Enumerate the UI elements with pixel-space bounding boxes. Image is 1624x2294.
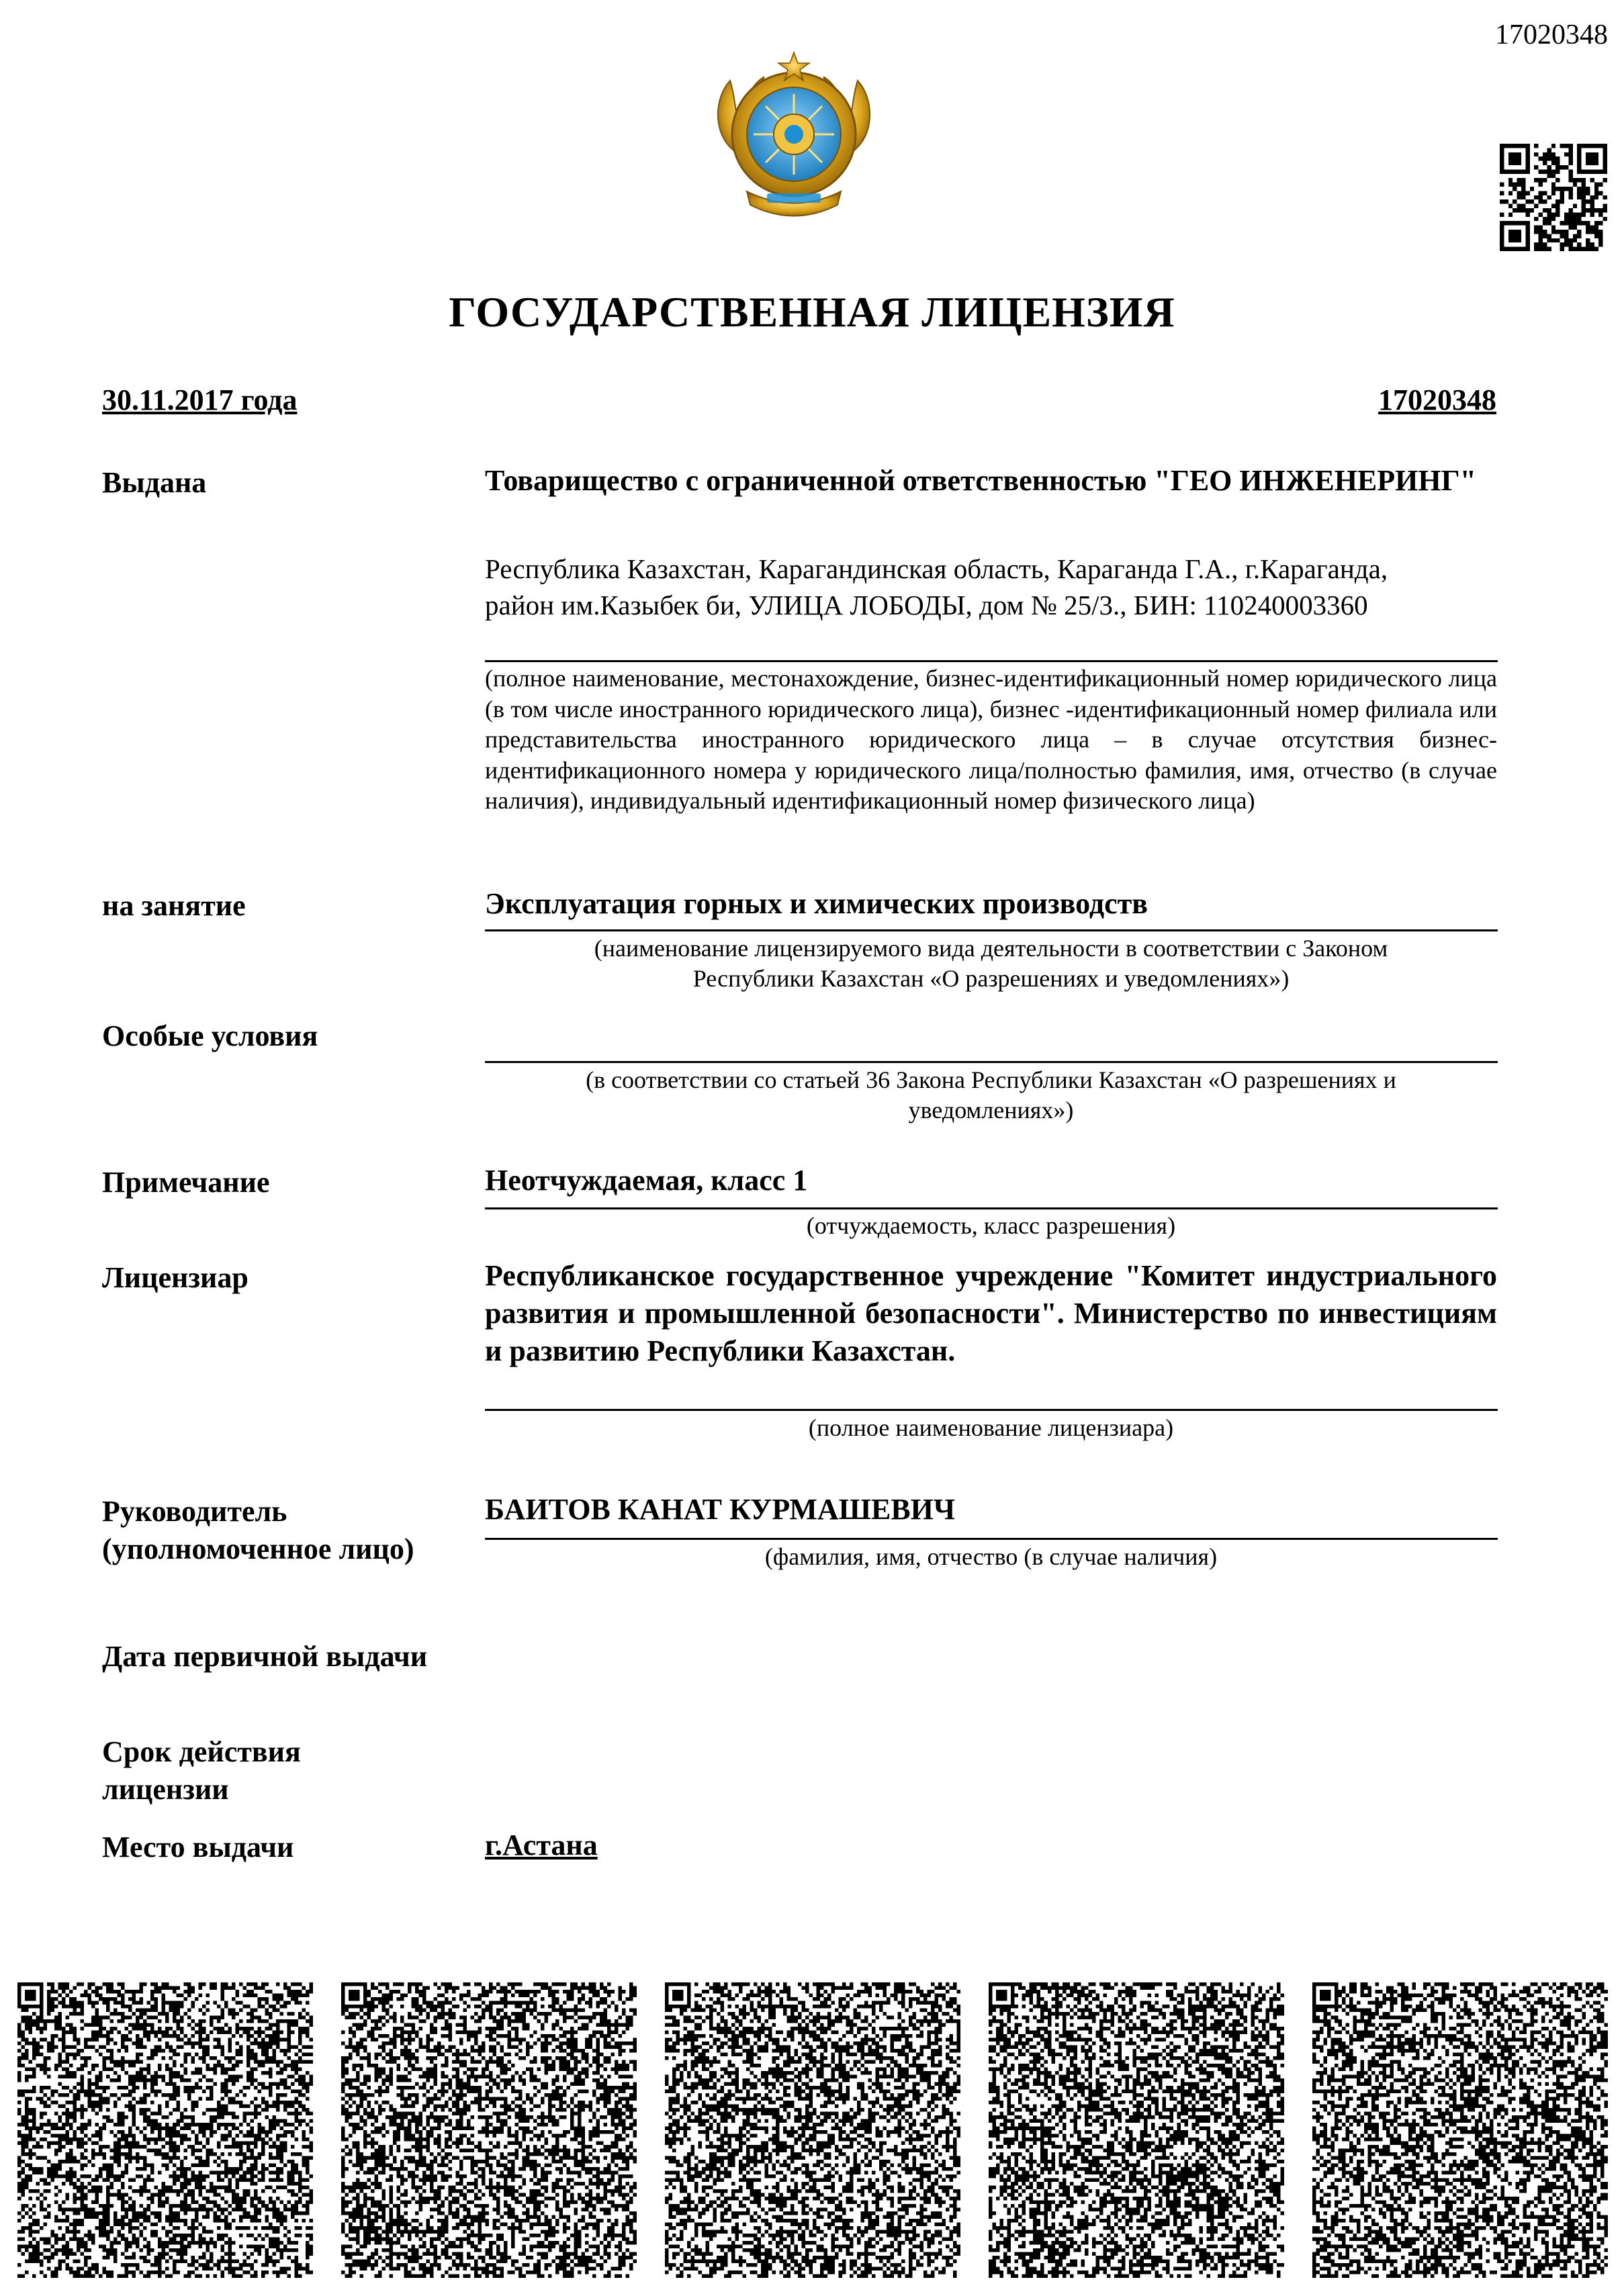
note-caption: (отчуждаемость, класс разрешения) [806,1212,1176,1239]
licensor-caption: (полное наименование лицензиара) [808,1414,1174,1441]
qr-code-icon [989,1982,1284,2278]
divider [485,660,1498,662]
activity-value: Эксплуатация горных и химических производств [485,887,1148,920]
divider [485,1207,1498,1209]
head-caption: (фамилия, имя, отчество (в случае наличия) [764,1543,1218,1570]
licensor-label: Лицензиар [102,1261,249,1294]
qr-code-icon [17,1982,313,2278]
qr-code-icon [341,1982,637,2278]
divider [485,929,1498,931]
place-label: Место выдачи [102,1831,294,1864]
first-issue-date-label: Дата первичной выдачи [102,1640,428,1673]
place-value: г.Астана [485,1829,598,1862]
note-label: Примечание [102,1166,270,1199]
document-title: ГОСУДАРСТВЕННАЯ ЛИЦЕНЗИЯ [449,288,1175,336]
special-conditions-label: Особые условия [102,1019,318,1052]
qr-code-icon [1500,144,1607,251]
validity-label-line1: Срок действия [102,1735,301,1768]
issued-to-label: Выдана [102,466,207,499]
divider [485,1409,1498,1411]
qr-code-icon [665,1982,960,2278]
qr-strip [0,1982,1624,2281]
qr-code-icon [1312,1982,1608,2278]
issue-date: 30.11.2017 года [102,383,298,416]
licensor-value: Республиканское государственное учреждение "Комитет индустриального развития и промышленной безопасности". Министерство по инвестициям и развитию Республики Казахстан. [485,1259,1497,1367]
document-number-top: 17020348 [1495,19,1608,50]
divider [485,1538,1498,1540]
activity-label: на занятие [102,889,246,922]
head-value: БАИТОВ КАНАТ КУРМАШЕВИЧ [485,1493,956,1526]
head-label-line1: Руководитель [102,1495,287,1528]
licensee-address-line2: район им.Казыбек би, УЛИЦА ЛОБОДЫ, дом № 25/3., БИН: 110240003360 [485,590,1368,621]
validity-label-line2: лицензии [102,1773,229,1806]
note-value: Неотчуждаемая, класс 1 [485,1164,808,1197]
divider [485,1061,1498,1063]
activity-caption: (наименование лицензируемого вида деятельности в соответствии с Законом Республики Казахстан «О разрешениях и уведомлениях») [594,935,1388,992]
licensee-address-line1: Республика Казахстан, Карагандинская область, Караганда Г.А., г.Караганда, [485,553,1388,584]
licensee-name: Товарищество с ограниченной ответственностью "ГЕО ИНЖЕНЕРИНГ" [485,464,1477,497]
state-emblem-icon [700,40,888,228]
licensee-caption: (полное наименование, местонахождение, бизнес-идентификационный номер юридического лица (в том числе иностранного юридического лица), бизнес -идентификационный номер филиала или представительства иностранного юридического лица – в случае отсутствия бизнес-идентификационного номера у юридического лица/полностью фамилия, имя, отчество (в случае наличия), индивидуальный идентификационный номер физического лица) [485,665,1497,814]
head-label-line2: (уполномоченное лицо) [102,1532,414,1565]
license-number: 17020348 [1378,383,1496,416]
special-conditions-caption: (в соответствии со статьей 36 Закона Республики Казахстан «О разрешениях и уведомлениях») [586,1066,1396,1123]
